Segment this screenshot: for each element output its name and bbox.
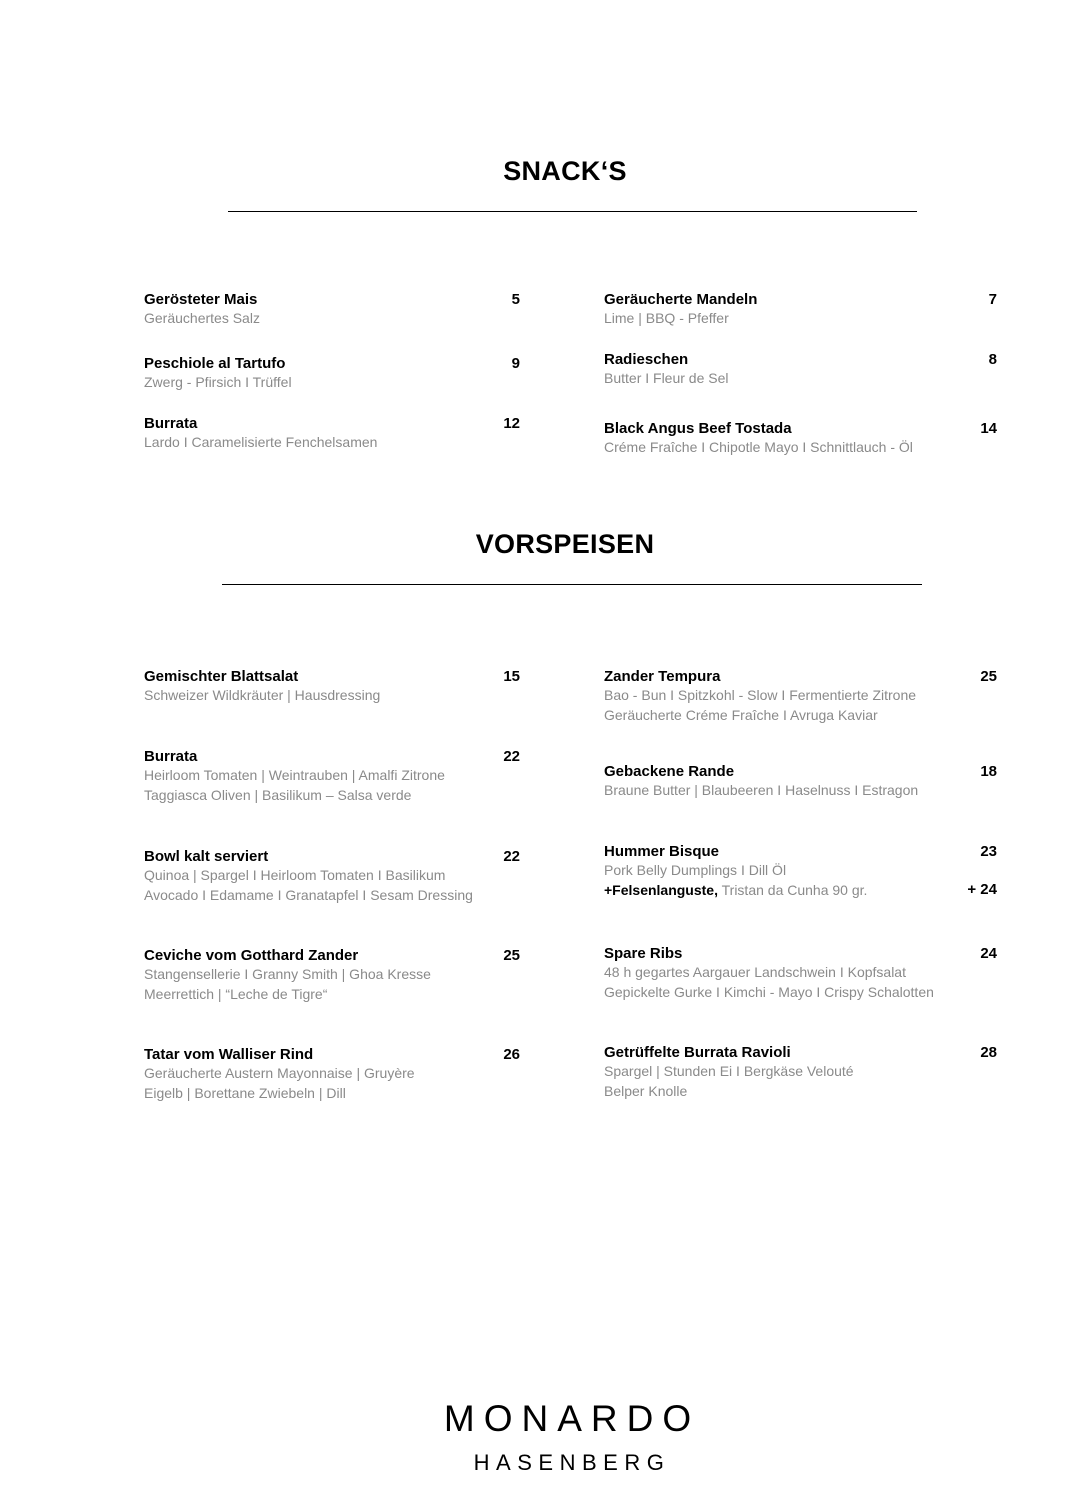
item-name: Burrata <box>144 748 198 765</box>
addon-description: Tristan da Cunha 90 gr. <box>717 881 868 898</box>
item-price: 8 <box>988 351 997 368</box>
addon-price: + 24 <box>967 881 997 898</box>
item-name: Peschiole al Tartufo <box>144 355 286 372</box>
item-price: 15 <box>503 668 520 685</box>
section-title-vorspeisen: VORSPEISEN <box>475 529 655 559</box>
item-price: 18 <box>980 763 997 780</box>
item-name: Geräucherte Mandeln <box>604 291 758 308</box>
item-name: Zander Tempura <box>604 668 721 685</box>
item-description: 48 h gegartes Aargauer Landschwein I Kopfsalat <box>604 964 906 980</box>
item-price: 22 <box>503 848 520 865</box>
menu-item <box>604 842 980 900</box>
item-name: Bowl kalt serviert <box>144 848 269 865</box>
item-name: Gemischter Blattsalat <box>144 668 299 685</box>
item-description: Créme Fraîche I Chipotle Mayo I Schnittlauch - Öl <box>604 439 913 455</box>
item-name: Burrata <box>144 415 198 432</box>
addon-name: +Felsenlanguste, <box>604 881 718 898</box>
item-description: Lardo I Caramelisierte Fenchelsamen <box>144 434 378 450</box>
item-price: 14 <box>980 420 997 437</box>
brand-logo-name: MONARDO <box>443 1398 701 1439</box>
item-description: Geräucherte Créme Fraîche I Avruga Kaviar <box>604 706 878 723</box>
item-description: Quinoa | Spargel I Heirloom Tomaten I Basilikum <box>144 867 446 883</box>
menu-item <box>604 944 980 1002</box>
item-description: Geräucherte Austern Mayonnaise | Gruyère <box>144 1065 415 1081</box>
item-description: Bao - Bun I Spitzkohl - Slow I Fermentierte Zitrone <box>604 687 917 703</box>
item-name: Spare Ribs <box>604 945 683 962</box>
brand-logo-location: HASENBERG <box>473 1450 671 1475</box>
item-description: Zwerg - Pfirsich I Trüffel <box>144 374 292 390</box>
item-name: Hummer Bisque <box>604 843 720 860</box>
menu-item <box>604 1043 980 1101</box>
item-price: 22 <box>503 748 520 765</box>
item-description: Pork Belly Dumplings I Dill Öl <box>604 862 787 878</box>
section-divider <box>222 584 922 585</box>
item-name: Radieschen <box>604 351 689 368</box>
item-description: Meerrettich | “Leche de Tigre“ <box>144 985 328 1002</box>
menu-item <box>604 419 980 458</box>
item-description: Heirloom Tomaten | Weintrauben | Amalfi Zitrone <box>144 767 445 783</box>
menu-item <box>604 762 980 801</box>
item-description: Gepickelte Gurke I Kimchi - Mayo I Crispy Schalotten <box>604 983 934 1000</box>
item-addon <box>604 881 980 901</box>
item-price: 25 <box>503 947 520 964</box>
menu-item <box>604 667 980 725</box>
item-name: Gerösteter Mais <box>144 291 258 308</box>
section-title-snacks: SNACK‘S <box>503 156 627 186</box>
menu-item <box>604 290 980 329</box>
item-price: 9 <box>511 355 520 372</box>
item-description: Belper Knolle <box>604 1082 688 1099</box>
item-description: Braune Butter | Blaubeeren I Haselnuss I Estragon <box>604 782 919 798</box>
item-description: Taggiasca Oliven | Basilikum – Salsa verde <box>144 786 412 803</box>
item-price: 28 <box>980 1044 997 1061</box>
item-description: Geräuchertes Salz <box>144 310 260 326</box>
item-description: Spargel | Stunden Ei I Bergkäse Velouté <box>604 1063 854 1079</box>
item-price: 5 <box>511 291 520 308</box>
item-description: Avocado I Edamame I Granatapfel I Sesam Dressing <box>144 886 473 903</box>
item-price: 25 <box>980 668 997 685</box>
item-price: 23 <box>980 843 997 860</box>
item-description: Lime | BBQ - Pfeffer <box>604 310 729 326</box>
item-price: 24 <box>980 945 997 962</box>
item-description: Stangensellerie I Granny Smith | Ghoa Kresse <box>144 966 431 982</box>
item-name: Tatar vom Walliser Rind <box>144 1046 314 1063</box>
section-divider <box>228 211 917 212</box>
item-name: Getrüffelte Burrata Ravioli <box>604 1044 791 1061</box>
item-description: Schweizer Wildkräuter | Hausdressing <box>144 687 381 703</box>
item-name: Black Angus Beef Tostada <box>604 420 792 437</box>
item-name: Gebackene Rande <box>604 763 735 780</box>
item-price: 7 <box>988 291 997 308</box>
menu-item <box>604 350 980 389</box>
item-price: 12 <box>503 415 520 432</box>
item-description: Butter I Fleur de Sel <box>604 370 729 386</box>
item-name: Ceviche vom Gotthard Zander <box>144 947 359 964</box>
item-description: Eigelb | Borettane Zwiebeln | Dill <box>144 1084 346 1101</box>
item-price: 26 <box>503 1046 520 1063</box>
